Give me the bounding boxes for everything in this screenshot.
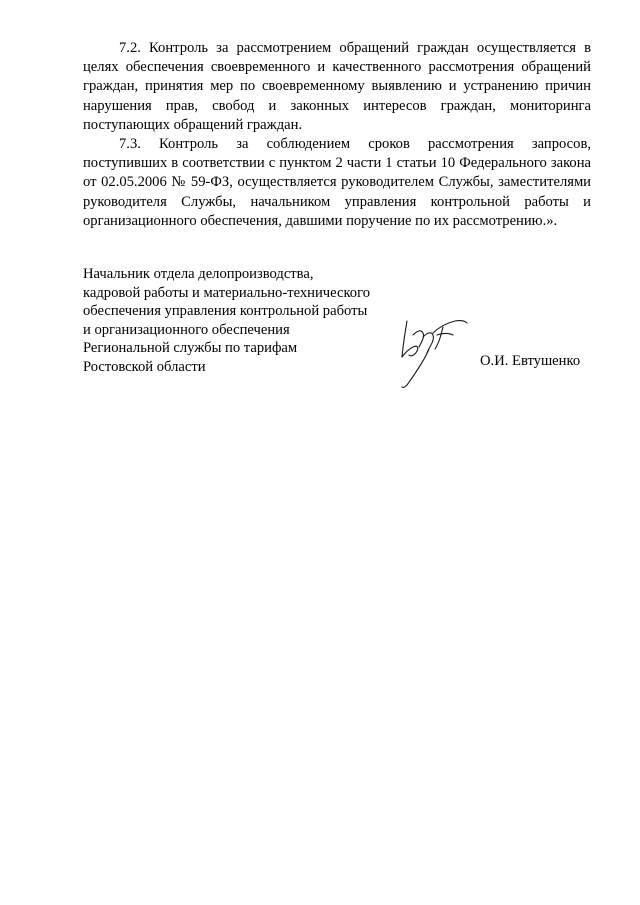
paragraph-text: Контроль за рассмотрением обращений граждан осуществляется в целях обеспечения своевременного и качественного рассмотрения обращений граждан, принятия мер по своевременному выявлению и устранению причин нарушения прав, свобод и законных интересов граждан, мониторинга поступающих обращений граждан.: [83, 40, 591, 133]
body-text: [83, 39, 591, 231]
paragraph-7-3: [83, 135, 591, 231]
position-line: кадровой работы и материально-технического: [83, 284, 371, 301]
paragraph-number: 7.2.: [119, 40, 141, 56]
paragraph-text: Контроль за соблюдением сроков рассмотрения запросов, поступивших в соответствии с пунктом 2 части 1 статьи 10 Федерального закона от 02.05.2006 № 59-ФЗ, осуществляется руководителем Службы, заместителями руководителя Службы, начальником управления контрольной работы и организационного обеспечения, давшими поручение по их рассмотрению.».: [83, 136, 591, 229]
paragraph-7-2: [83, 39, 591, 135]
paragraph-number: 7.3.: [119, 136, 141, 153]
signatory-name: О.И. Евтушенко: [480, 353, 581, 369]
position-line: и организационного обеспечения: [83, 321, 290, 338]
handwritten-signature: [393, 313, 473, 391]
position-line: Ростовской области: [83, 358, 206, 375]
position-line: Начальник отдела делопроизводства,: [83, 266, 314, 282]
position-line: Региональной службы по тарифам: [83, 340, 298, 356]
position-line: обеспечения управления контрольной работы: [83, 303, 368, 319]
